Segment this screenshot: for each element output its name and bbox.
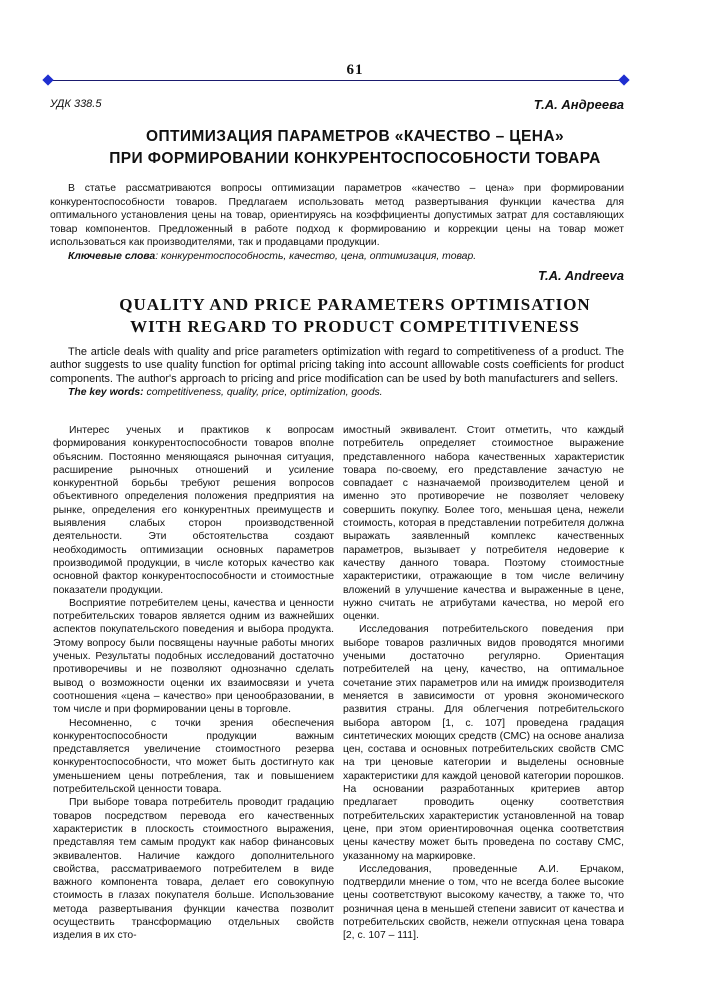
keywords-ru bbox=[50, 250, 624, 264]
page-number: 61 bbox=[346, 62, 364, 78]
author-en: T.A. Andreeva bbox=[538, 268, 624, 283]
title-en bbox=[40, 294, 670, 338]
title-en-line2: WITH REGARD TO PRODUCT COMPETITIVENESS bbox=[130, 317, 580, 336]
paragraph: Восприятие потребителем цены, качества и ценности потребительских товаров является одним из важнейших аспектов покупательского поведения и выбора продукта. Этому вопросу были посвящены научные работы многих ученых. Результаты подобных исследований достаточно противоречивы и не позволяют однозначно сделать вывод о возможности оценки их взаимосвязи и учета соотношения «цена – качество» при ценообразовании, в том числе и при формировании цены в торговле. bbox=[53, 597, 334, 716]
title-en-line1: QUALITY AND PRICE PARAMETERS OPTIMISATION bbox=[119, 295, 591, 314]
abstract-ru bbox=[50, 182, 624, 263]
keywords-ru-text: : конкурентоспособность, качество, цена, оптимизация, товар. bbox=[155, 250, 477, 262]
abstract-ru-text: В статье рассматриваются вопросы оптимизации параметров «качество – цена» при формировании конкурентоспособности товаров. Предлагаем использовать метод развертывания функции качества для оптимального установления цены на товар, ориентируясь на коэффициенты допустимых затрат для составляющих товар компонентов. Предложенный в работе подход к формированию и коррекции цены на товар может использоваться как производителями, так и продавцами продукции. bbox=[50, 183, 624, 248]
paragraph: имостный эквивалент. Стоит отметить, что каждый потребитель определяет стоимостное выражение представленного набора качественных характеристик товара по-своему, его представление зачастую не совпадает с назначаемой производителем ценой и именно это противоречие не позволяет человеку совершить покупку. Более того, меньшая цена, нежели стоимость, которая в представлении потребителя должна выражать заявленный комплекс качественных параметров, вызывает у потребителя недоверие к качеству данного товара. Поэтому стоимостные характеристики, отражающие в том числе величину вложений в улучшение качества и выраженные в цене, нужно считать не атрибутами качества, но мерой его оценки. bbox=[343, 425, 624, 623]
keywords-en bbox=[50, 386, 624, 399]
abstract-en-text: The article deals with quality and price parameters optimization with regard to competitiveness of a product. The author suggests to use quality function for optimal pricing taking into account alllowable costs coefficients for product components. The author's approach to pricing and price modification can be used by both manufacturers and sellers. bbox=[50, 346, 624, 385]
paragraph: Интерес ученых и практиков к вопросам формирования конкурентоспособности товаров вполне объясним. Постоянно меняющаяся рыночная ситуация, расширение рыночных отношений и усиление конкурентной борьбы требуют решения вопросов объективного определения положения предприятия на рынке, определения его конкурентных преимуществ и выявления слабых сторон производственной деятельности. Эти обстоятельства создают необходимость оптимизации основных параметров производимой продукции, в числе которых качество как основной фактор конкурентоспособности и стоимостные показатели продукции. bbox=[53, 425, 334, 596]
title-ru-line1: ОПТИМИЗАЦИЯ ПАРАМЕТРОВ «КАЧЕСТВО – ЦЕНА» bbox=[146, 128, 564, 145]
author-ru: Т.А. Андреева bbox=[533, 97, 624, 112]
title-ru bbox=[40, 126, 670, 170]
keywords-en-label: The key words: bbox=[68, 386, 144, 398]
udc-code: УДК 338.5 bbox=[50, 98, 102, 110]
abstract-en bbox=[50, 346, 624, 399]
title-ru-line2: ПРИ ФОРМИРОВАНИИ КОНКУРЕНТОСПОСОБНОСТИ ТОВАРА bbox=[109, 150, 601, 167]
body-column-left bbox=[53, 424, 334, 943]
header-rule bbox=[48, 80, 624, 81]
paragraph: Исследования потребительского поведения при выборе товаров различных видов проводятся многими учеными достаточно регулярно. Ориентация потребителей на цену, качество, на оптимальное сочетание этих параметров или на имидж производителя меняется в зависимости от уровня экономического развития страны. Для облегчения потребительского выбора автором [1, с. 107] проведена градация синтетических моющих средств (СМС) на основе анализа цен, состава и основных потребительских свойств СМС на три ценовые категории и выделены основные характеристики для каждой ценовой категории порошков. На основании разработанных критериев автор предлагает проводить оценку соответствия потребительских характеристик установленной на товар цене, при этом ориентировочная оценка соответствия цены качеству может быть проведена по составу СМС, указанному на маркировке. bbox=[343, 624, 624, 862]
keywords-ru-label: Ключевые слова bbox=[68, 250, 156, 262]
paragraph: При выборе товара потребитель проводит градацию товаров посредством перевода его качественных характеристик в плоскость стоимостного выражения, представляя тем самым продукт как набор финансовых эквивалентов. Наличие каждого дополнительного свойства, рассматриваемого потребителем в виде важного компонента товара, делает его совокупную стоимость в глазах покупателя больше. Использование метода развертывания функции качества позволит осуществить трансформацию отдельных свойств изделия в их сто- bbox=[53, 797, 334, 942]
keywords-en-text: competitiveness, quality, price, optimization, goods. bbox=[143, 386, 383, 398]
body-column-right bbox=[343, 424, 624, 943]
paragraph: Несомненно, с точки зрения обеспечения конкурентоспособности продукции важным представляется увеличение стоимостного резерва конкурентоспособности, что может быть достигнуто как уменьшением цены потребления, так и повышением потребительской ценности товара. bbox=[53, 717, 334, 796]
paragraph: Исследования, проведенные А.И. Ерчаком, подтвердили мнение о том, что не всегда более высокие цены соответствуют высокому качеству, а также то, что розничная цена в меньшей степени зависит от качества и потребительских свойств, нежели отпускная цена товара [2, с. 107 – 111]. bbox=[343, 863, 624, 942]
